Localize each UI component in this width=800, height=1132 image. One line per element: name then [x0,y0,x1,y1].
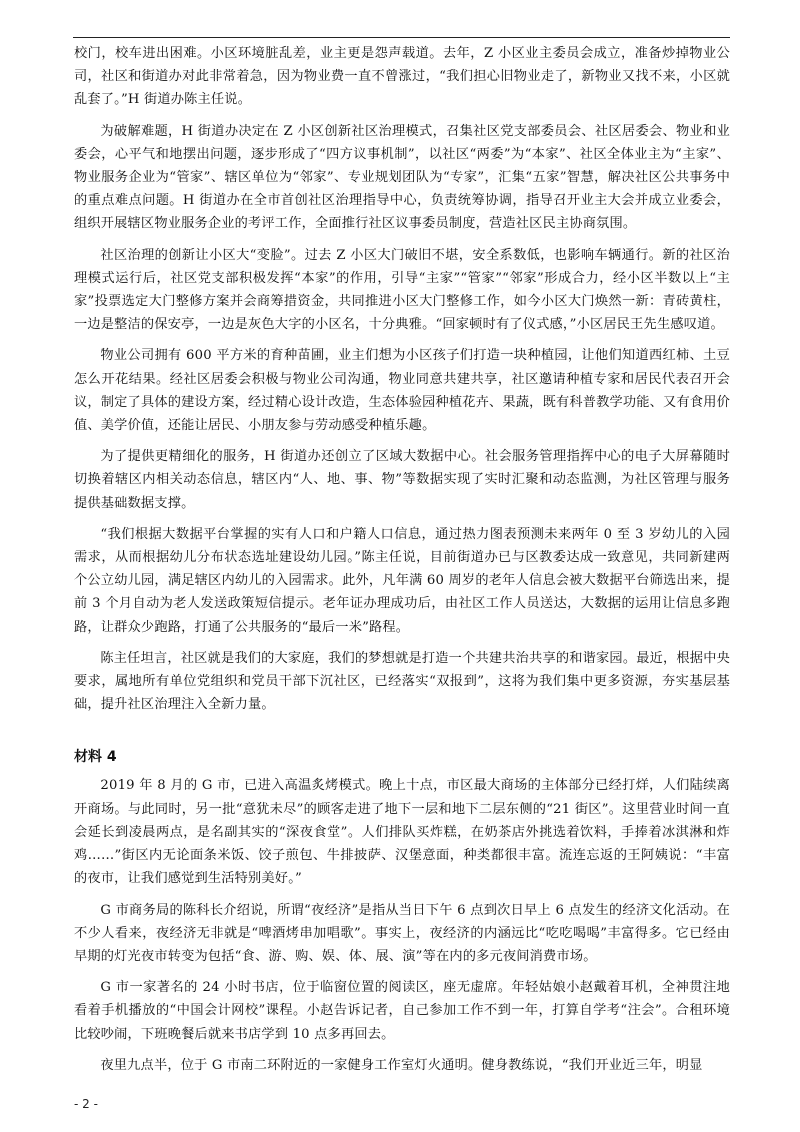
paragraph: 物业公司拥有 600 平方米的育种苗圃，业主们想为小区孩子们打造一块种植园，让他们知道西红柿、土豆怎么开花结果。经社区居委会积极与物业公司沟通，物业同意共建共享，社区邀请种植专家和居民代表召开会议，制定了具体的建设方案，经过精心设计改造，生态体验园种植花卉、果蔬，既有科普教学功能、又有食用价值、美学价值，还能让居民、小朋友参与劳动感受种植乐趣。 [74,348,730,434]
paragraph: 夜里九点半，位于 G 市南二环附近的一家健身工作室灯火通明。健身教练说，“我们开业近三年，明显 [100,1057,703,1073]
page-number: - 2 - [74,1097,98,1111]
paragraph: G 市一家著名的 24 小时书店，位于临窗位置的阅读区，座无虚席。年轻姑娘小赵戴着耳机，全神贯注地看着手机播放的“中国会计网校”课程。小赵告诉记者，自己参加工作不到一年，打算自学考“注会”。合租环境比较吵闹，下班晚餐后就来书店学到 10 点多再回去。 [74,980,730,1042]
paragraph: G 市商务局的陈科长介绍说，所谓“夜经济”是指从当日下午 6 点到次日早上 6 点发生的经济文化活动。在不少人看来，夜经济无非就是“啤酒烤串加唱歌”。事实上，夜经济的内涵远比“吃吃喝喝”丰富得多。它已经由早期的灯光夜市转变为包括“食、游、购、娱、体、展、演”等在内的多元夜间消费市场。 [74,902,730,964]
paragraph: 2019 年 8 月的 G 市，已进入高温炙烤模式。晚上十点，市区最大商场的主体部分已经打烊，人们陆续离开商场。与此同时，另一批“意犹未尽”的顾客走进了地下一层和地下二层东侧的“21 街区”。这里营业时间一直会延长到凌晨两点，是名副其实的“深夜食堂”。人们排队买炸糕，在奶茶店外挑选着饮料，手捧着冰淇淋和炸鸡……”街区内无论面条米饭、饺子煎包、牛排披萨、汉堡意面，种类都很丰富。流连忘返的王阿姨说：“丰富的夜市，让我们感觉到生活特别美好。” [74,778,730,887]
paragraph: 社区治理的创新让小区大“变脸”。过去 Z 小区大门破旧不堪，安全系数低，也影响车辆通行。新的社区治理模式运行后，社区党支部积极发挥“本家”的作用，引导“主家”“管家”“邻家”形成合力，经小区半数以上“主家”投票选定大门整修方案并会商筹措资金，共同推进小区大门整修工作，如今小区大门焕然一新：青砖黄柱，一边是整洁的保安亭，一边是灰色大字的小区名，十分典雅。“回家顿时有了仪式感，”小区居民王先生感叹道。 [74,247,730,333]
section-heading: 材料 4 [74,749,117,766]
header-rule [73,37,730,38]
paragraph: 为了提供更精细化的服务，H 街道办还创立了区域大数据中心。社会服务管理指挥中心的电子大屏幕随时切换着辖区内相关动态信息，辖区内“人、地、事、物”等数据实现了实时汇聚和动态监测，为社区管理与服务提供基础数据支撑。 [74,449,730,511]
paragraph: 为破解难题，H 街道办决定在 Z 小区创新社区治理模式，召集社区党支部委员会、社区居委会、物业和业委会，心平气和地摆出问题，逐步形成了“四方议事机制”，以社区“两委”为“本家”、社区全体业主为“主家”、物业服务企业为“管家”、辖区单位为“邻家”、专业规划团队为“专家”，汇集“五家”智慧，解决社区公共事务中的重点难点问题。H 街道办在全市首创社区治理指导中心，负责统筹协调，指导召开业主大会并成立业委会，组织开展辖区物业服务企业的考评工作，全面推行社区议事委员制度，营造社区民主协商氛围。 [74,123,730,232]
document-body [74,42,730,1085]
paragraph: “我们根据大数据平台掌握的实有人口和户籍人口信息，通过热力图表预测未来两年 0 至 3 岁幼儿的入园需求，从而根据幼儿分布状态选址建设幼儿园。”陈主任说，目前街道办已与区教委达成一致意见，共同新建两个公立幼儿园，满足辖区内幼儿的入园需求。此外，凡年满 60 周岁的老年人信息会被大数据平台筛选出来，提前 3 个月自动为老人发送政策短信提示。老年证办理成功后，由社区工作人员送达，大数据的运用让信息多跑路，让群众少跑路，打通了公共服务的“最后一米”路程。 [74,526,730,635]
paragraph: 陈主任坦言，社区就是我们的大家庭，我们的梦想就是打造一个共建共治共享的和谐家园。最近，根据中央要求，属地所有单位党组织和党员干部下沉社区，已经落实“双报到”，这将为我们集中更多资源，夯实基层基础，提升社区治理注入全新力量。 [74,650,730,713]
paragraph: 校门，校车进出困难。小区环境脏乱差，业主更是怨声载道。去年，Z 小区业主委员会成立，准备炒掉物业公司，社区和街道办对此非常着急，因为物业费一直不曾涨过，“我们担心旧物业走了，新物业又找不来，小区就乱套了。”H 街道办陈主任说。 [74,46,730,108]
